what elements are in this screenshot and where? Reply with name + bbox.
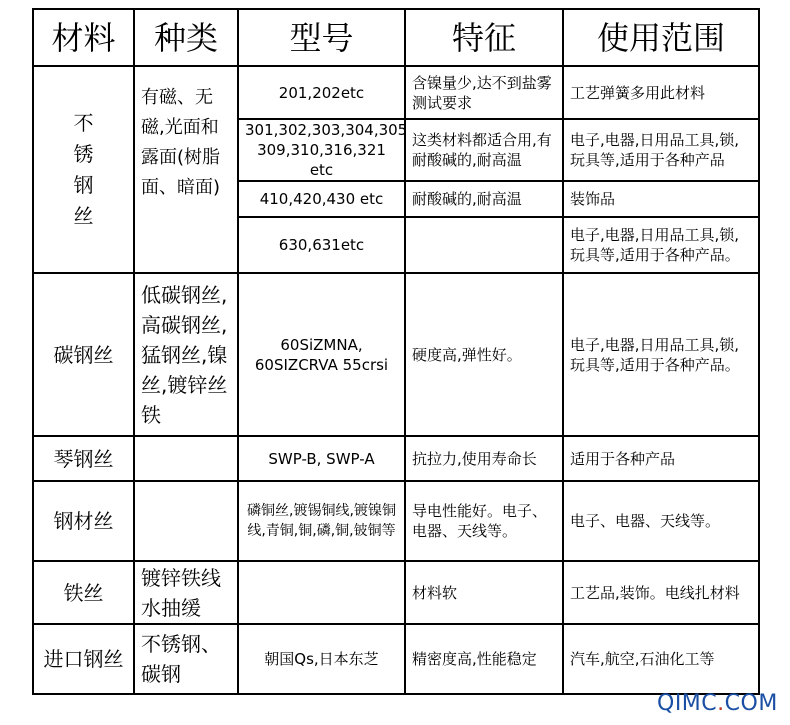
model-cell: 磷铜丝,镀锡铜线,镀镍铜线,青铜,铜,磷,铜,铍铜等 — [238, 481, 405, 561]
usage-cell: 电子,电器,日用品工具,锁,玩具等,适用于各种产品 — [563, 119, 759, 181]
usage-cell: 电子,电器,日用品工具,锁,玩具等,适用于各种产品。 — [563, 217, 759, 273]
kind-iron: 镀锌铁线水抽缓 — [134, 561, 238, 624]
material-stainless: 不 锈 钢 丝 — [33, 66, 134, 273]
material-imported: 进口钢丝 — [33, 624, 134, 694]
model-cell: 60SiZMNA, 60SIZCRVA 55crsi — [238, 273, 405, 436]
header-row — [33, 9, 759, 66]
table-row — [33, 624, 759, 694]
table-row — [33, 481, 759, 561]
feature-cell: 精密度高,性能稳定 — [405, 624, 563, 694]
model-cell: 410,420,430 etc — [238, 181, 405, 217]
kind-cell — [134, 436, 238, 481]
material-steel: 钢材丝 — [33, 481, 134, 561]
model-cell — [238, 561, 405, 624]
material-iron: 铁丝 — [33, 561, 134, 624]
kind-carbon: 低碳钢丝,高碳钢丝,猛钢丝,镍丝,镀锌丝铁 — [134, 273, 238, 436]
usage-cell: 装饰品 — [563, 181, 759, 217]
kind-cell — [134, 481, 238, 561]
table-row — [33, 436, 759, 481]
usage-cell: 电子,电器,日用品工具,锁,玩具等,适用于各种产品。 — [563, 273, 759, 436]
usage-cell: 工艺弹簧多用此材料 — [563, 66, 759, 119]
usage-cell: 电子、电器、天线等。 — [563, 481, 759, 561]
header-kind: 种类 — [134, 9, 238, 66]
material-music: 琴钢丝 — [33, 436, 134, 481]
table-row — [33, 273, 759, 436]
material-carbon: 碳钢丝 — [33, 273, 134, 436]
model-cell: 朝国Qs,日本东芝 — [238, 624, 405, 694]
header-model: 型号 — [238, 9, 405, 66]
usage-cell: 汽车,航空,石油化工等 — [563, 624, 759, 694]
feature-cell: 材料软 — [405, 561, 563, 624]
feature-cell: 耐酸碱的,耐高温 — [405, 181, 563, 217]
kind-imported: 不锈钢、碳钢 — [134, 624, 238, 694]
header-feature: 特征 — [405, 9, 563, 66]
feature-cell: 含镍量少,达不到盐雾测试要求 — [405, 66, 563, 119]
table-row — [33, 561, 759, 624]
site-watermark: QIMC.COM — [657, 691, 778, 716]
table-row — [33, 66, 759, 119]
header-usage: 使用范围 — [563, 9, 759, 66]
feature-cell: 这类材料都适合用,有耐酸碱的,耐高温 — [405, 119, 563, 181]
feature-cell: 抗拉力,使用寿命长 — [405, 436, 563, 481]
usage-cell: 工艺品,装饰。电线扎材料 — [563, 561, 759, 624]
model-cell: SWP-B, SWP-A — [238, 436, 405, 481]
model-cell: 201,202etc — [238, 66, 405, 119]
header-material: 材料 — [33, 9, 134, 66]
usage-cell: 适用于各种产品 — [563, 436, 759, 481]
materials-table — [32, 8, 760, 695]
kind-stainless: 有磁、无磁,光面和露面(树脂面、暗面) — [134, 66, 238, 273]
model-cell: 301,302,303,304,305 309,310,316,321 etc — [238, 119, 405, 181]
feature-cell: 硬度高,弹性好。 — [405, 273, 563, 436]
feature-cell — [405, 217, 563, 273]
model-cell: 630,631etc — [238, 217, 405, 273]
feature-cell: 导电性能好。电子、电器、天线等。 — [405, 481, 563, 561]
